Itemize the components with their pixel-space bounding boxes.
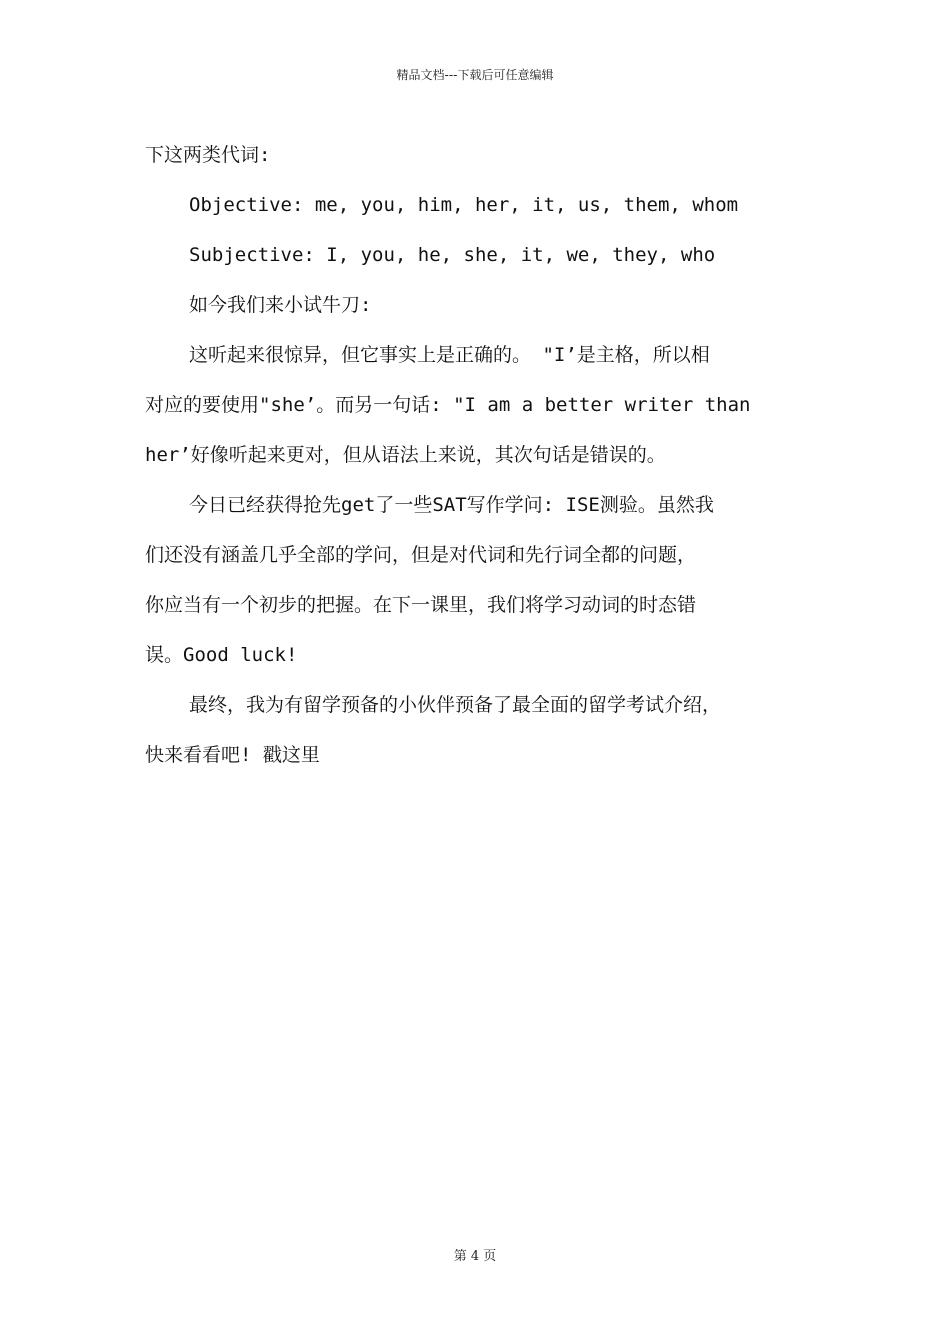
text-line: 最终，我为有留学预备的小伙伴预备了最全面的留学考试介绍，	[189, 694, 722, 716]
text-line: 对应的要使用"she’。而另一句话: "I am a better writer than	[145, 394, 751, 416]
text-line: 你应当有一个初步的把握。在下一课里，我们将学习动词的时态错	[145, 594, 697, 616]
text-line: 这听起来很惊异，但它事实上是正确的。 "I’是主格，所以相	[189, 344, 710, 366]
text-line: 今日已经获得抢先get了一些SAT写作学问: ISE测验。虽然我	[189, 494, 714, 516]
text-line: 们还没有涵盖几乎全部的学问，但是对代词和先行词全都的问题，	[145, 544, 697, 566]
text-line: 下这两类代词:	[145, 144, 271, 166]
page-header: 精品文档---下载后可任意编辑	[396, 68, 554, 82]
text-line: her’好像听起来更对，但从语法上来说，其次句话是错误的。	[145, 444, 666, 466]
text-line: 如今我们来小试牛刀:	[189, 294, 372, 316]
subjective-pronouns-line: Subjective: I, you, he, she, it, we, they, who	[189, 244, 716, 266]
page-number: 第 4 页	[453, 1249, 497, 1264]
document-body	[145, 130, 817, 780]
text-line: 快来看看吧! 戳这里	[145, 744, 320, 766]
objective-pronouns-line: Objective: me, you, him, her, it, us, them, whom	[189, 194, 739, 216]
text-line: 误。Good luck!	[145, 644, 298, 666]
